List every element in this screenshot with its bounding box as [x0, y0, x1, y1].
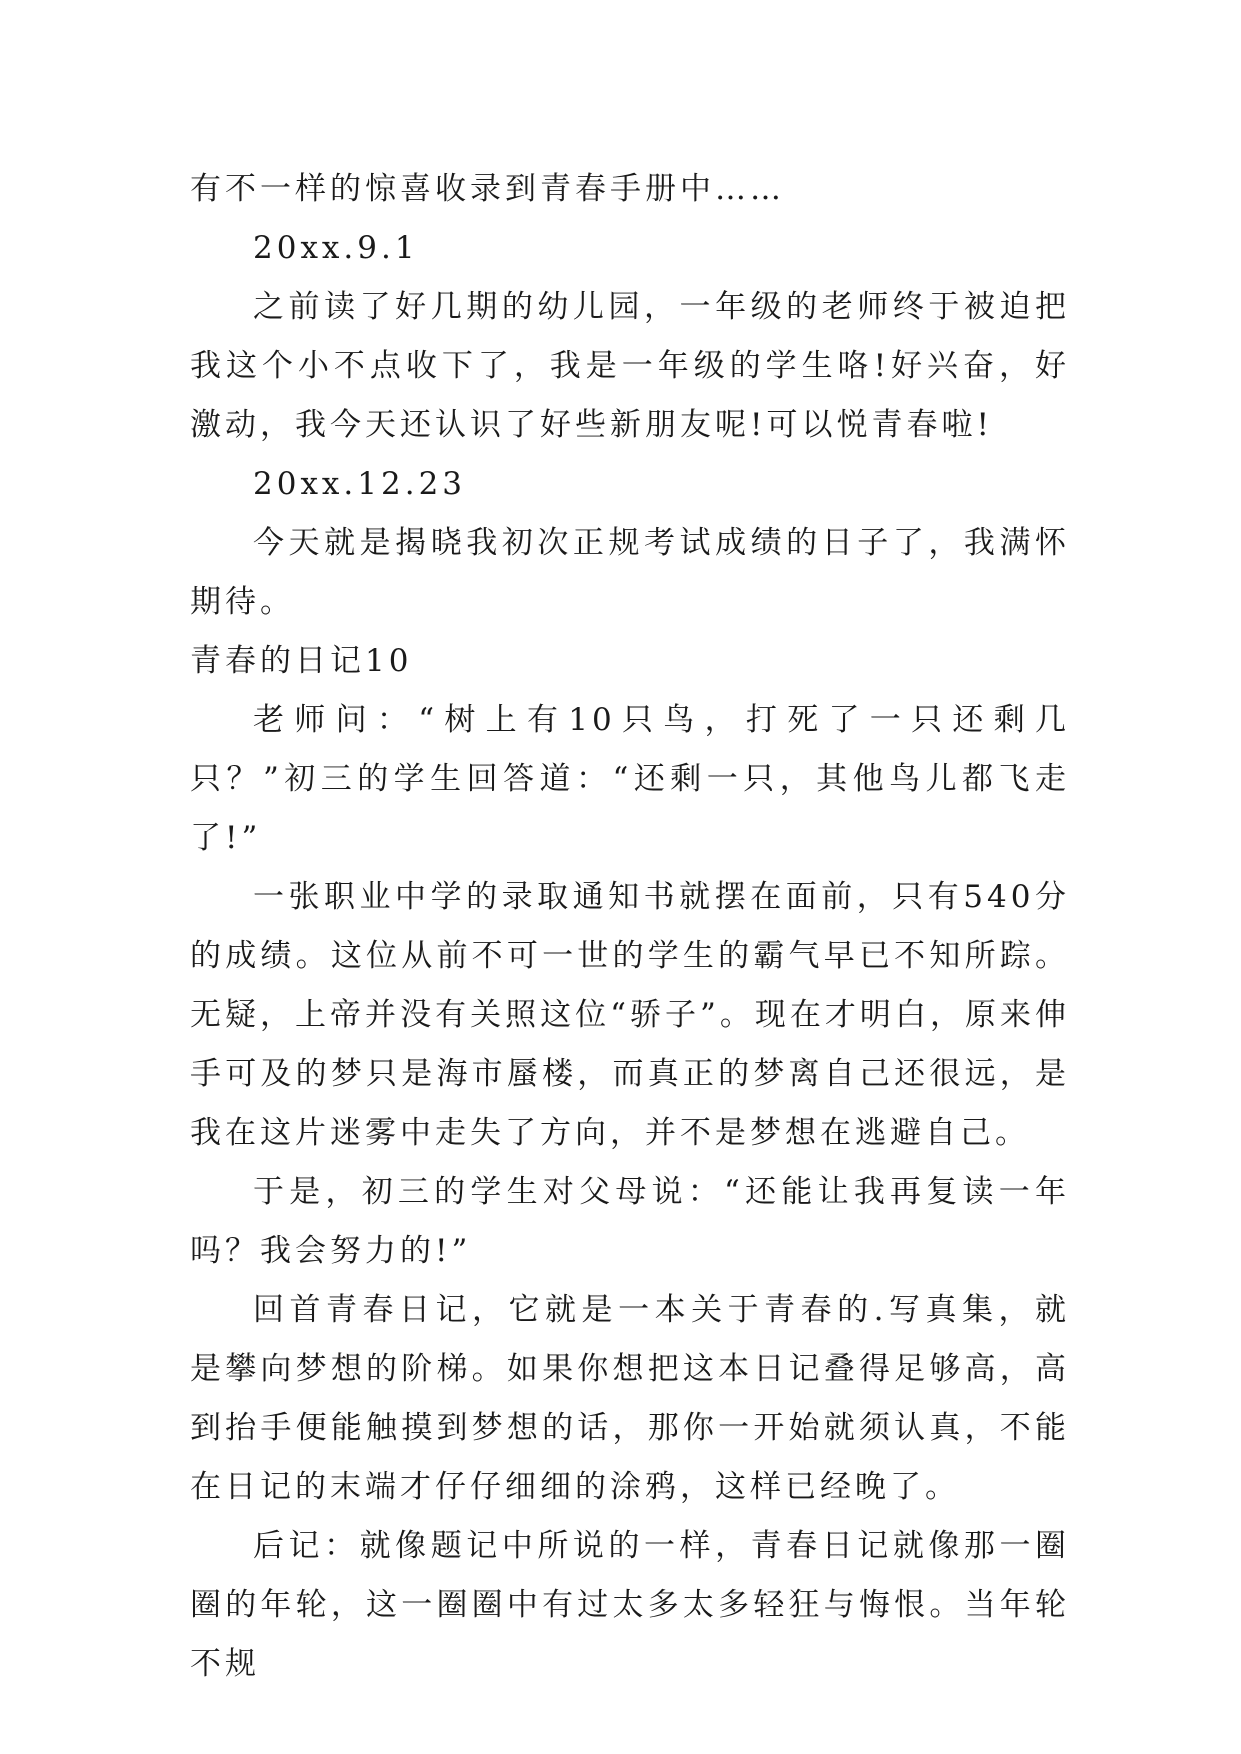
body-text: [190, 160, 1070, 1694]
diary-date: 20xx.12.23: [253, 466, 467, 502]
paragraph: 一张职业中学的录取通知书就摆在面前，只有540分的成绩。这位从前不可一世的学生的霸气早已不知所踪。无疑，上帝并没有关照这位“骄子”。现在才明白，原来伸手可及的梦只是海市蜃楼，而真正的梦离自己还很远，是我在这片迷雾中走失了方向，并不是梦想在逃避自己。: [190, 879, 1070, 1151]
paragraph: 后记：就像题记中所说的一样，青春日记就像那一圈圈的年轮，这一圈圈中有过太多太多轻狂与悔恨。当年轮不规: [190, 1528, 1070, 1682]
paragraph: 老师问：“树上有10只鸟，打死了一只还剩几只？”初三的学生回答道：“还剩一只，其他鸟儿都飞走了!”: [190, 702, 1070, 856]
diary-date: 20xx.9.1: [253, 230, 419, 266]
section-heading: 青春的日记10: [190, 643, 413, 679]
paragraph: 今天就是揭晓我初次正规考试成绩的日子了，我满怀期待。: [190, 525, 1070, 620]
paragraph: 回首青春日记，它就是一本关于青春的.写真集，就是攀向梦想的阶梯。如果你想把这本日记叠得足够高，高到抬手便能触摸到梦想的话，那你一开始就须认真，不能在日记的末端才仔仔细细的涂鸦，这样已经晚了。: [190, 1292, 1070, 1505]
paragraph: 有不一样的惊喜收录到青春手册中……: [190, 171, 785, 207]
paragraph: 之前读了好几期的幼儿园，一年级的老师终于被迫把我这个小不点收下了，我是一年级的学生咯!好兴奋，好激动，我今天还认识了好些新朋友呢!可以悦青春啦!: [190, 289, 1070, 443]
paragraph: 于是，初三的学生对父母说：“还能让我再复读一年吗？我会努力的!”: [190, 1174, 1070, 1269]
